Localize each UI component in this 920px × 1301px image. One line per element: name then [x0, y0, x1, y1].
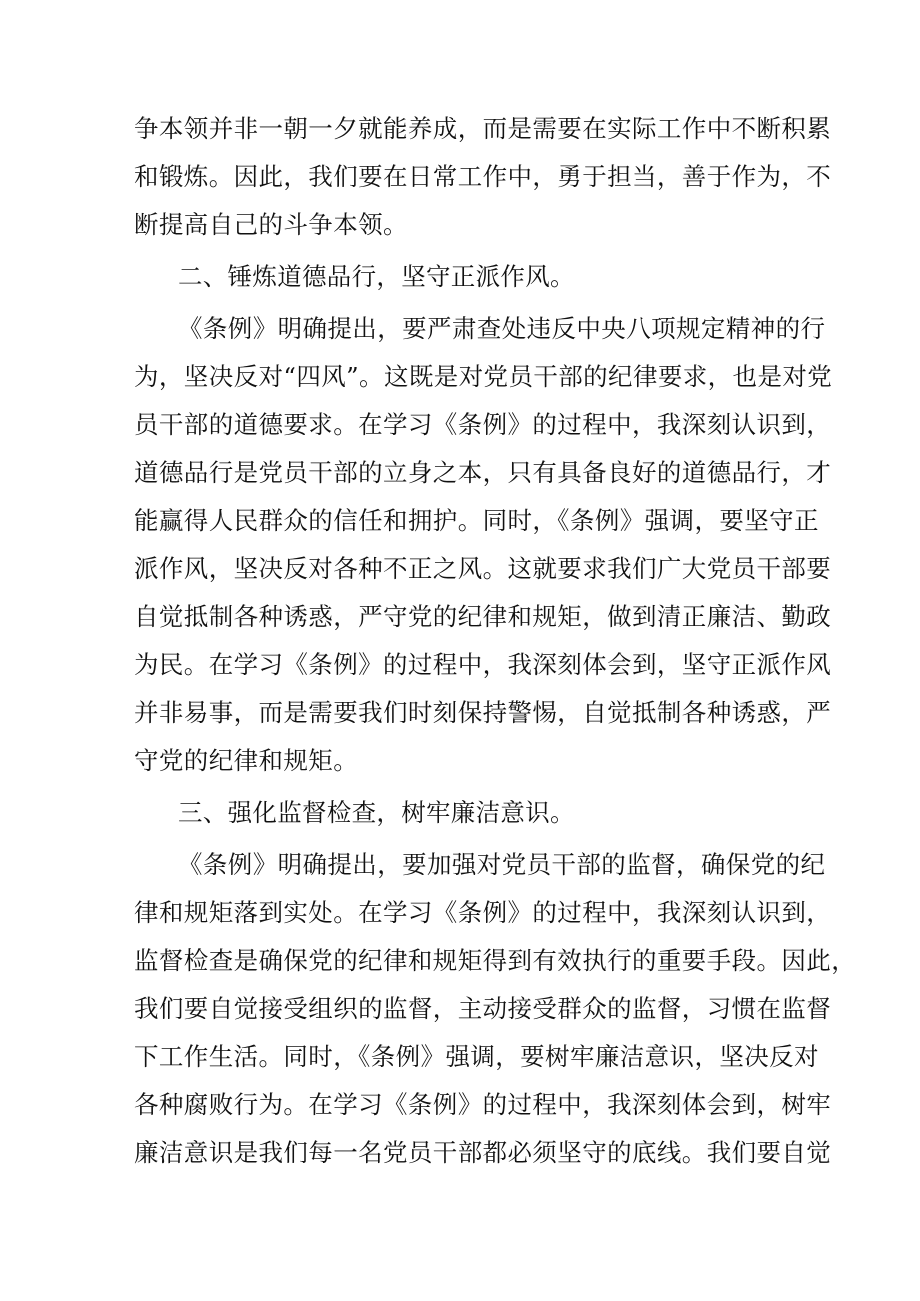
paragraph-line: 员干部的道德要求。在学习《条例》的过程中，我深刻认识到，	[134, 410, 832, 439]
paragraph-line: 并非易事，而是需要我们时刻保持警惕，自觉抵制各种诱惑，严	[134, 698, 832, 727]
paragraph-line: 派作风，坚决反对各种不正之风。这就要求我们广大党员干部要	[134, 554, 832, 583]
paragraph-line: 争本领并非一朝一夕就能养成，而是需要在实际工作中不断积累	[134, 114, 832, 143]
paragraph-line: 和锻炼。因此，我们要在日常工作中，勇于担当，善于作为，不	[134, 162, 832, 191]
section-heading-3: 三、强化监督检查，树牢廉洁意识。	[178, 798, 575, 827]
paragraph-line: 我们要自觉接受组织的监督，主动接受群众的监督，习惯在监督	[134, 994, 832, 1023]
paragraph-line: 道德品行是党员干部的立身之本，只有具备良好的道德品行，才	[134, 458, 832, 487]
paragraph-line: 廉洁意识是我们每一名党员干部都必须坚守的底线。我们要自觉	[134, 1138, 832, 1167]
paragraph-line: 断提高自己的斗争本领。	[134, 210, 408, 239]
paragraph-line: 下工作生活。同时，《条例》强调，要树牢廉洁意识，坚决反对	[134, 1042, 819, 1071]
paragraph-line: 监督检查是确保党的纪律和规矩得到有效执行的重要手段。因此，	[134, 946, 857, 975]
paragraph-line: 能赢得人民群众的信任和拥护。同时，《条例》强调，要坚守正	[134, 506, 819, 535]
paragraph-line: 《条例》明确提出，要加强对党员干部的监督，确保党的纪	[178, 850, 826, 879]
paragraph-line: 各种腐败行为。在学习《条例》的过程中，我深刻体会到，树牢	[134, 1090, 832, 1119]
paragraph-line: 为民。在学习《条例》的过程中，我深刻体会到，坚守正派作风	[134, 650, 832, 679]
paragraph-line: 《条例》明确提出，要严肃查处违反中央八项规定精神的行	[178, 314, 826, 343]
paragraph-line: 守党的纪律和规矩。	[134, 746, 359, 775]
paragraph-line: 为，坚决反对“四风”。这既是对党员干部的纪律要求，也是对党	[134, 362, 833, 391]
section-heading-2: 二、锤炼道德品行，坚守正派作风。	[178, 262, 575, 291]
paragraph-line: 自觉抵制各种诱惑，严守党的纪律和规矩，做到清正廉洁、勤政	[134, 602, 832, 631]
paragraph-line: 律和规矩落到实处。在学习《条例》的过程中，我深刻认识到，	[134, 898, 832, 927]
